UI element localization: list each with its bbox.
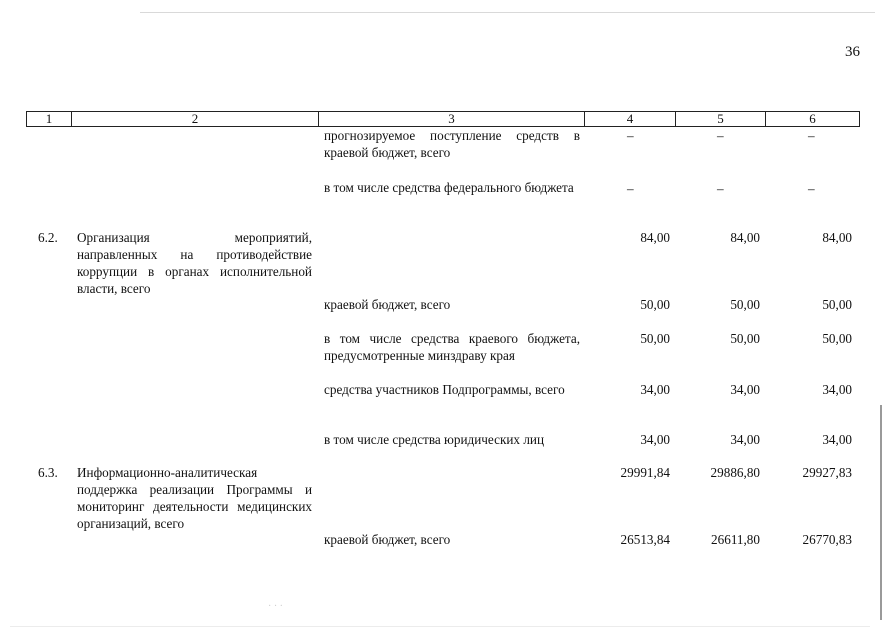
- table-cell-value: 29886,80: [710, 465, 760, 480]
- table-cell-value: –: [808, 128, 815, 143]
- page-number: 36: [845, 44, 860, 60]
- table-cell-description: в том числе средства юридических лиц: [324, 432, 545, 447]
- table-cell-value: 26513,84: [620, 532, 670, 547]
- table-cell-id: 6.3.: [38, 465, 58, 480]
- table-cell-value: 29991,84: [620, 465, 670, 480]
- scan-artifact-edge: [880, 405, 882, 620]
- header-col-6: 6: [809, 111, 816, 126]
- table-cell-value: 50,00: [822, 331, 852, 346]
- header-col-1: 1: [27, 112, 72, 126]
- header-col-5: 5: [676, 112, 766, 126]
- table-cell-description: средства участников Подпрограммы, всего: [324, 382, 565, 397]
- table-cell-value: 50,00: [730, 297, 760, 312]
- header-col-4: 4: [585, 112, 676, 126]
- table-cell-id: 6.2.: [38, 230, 58, 245]
- table-cell-value: 34,00: [822, 382, 852, 397]
- table-cell-value: 26770,83: [802, 532, 852, 547]
- table-cell-value: 84,00: [640, 230, 670, 245]
- table-cell-value: 84,00: [822, 230, 852, 245]
- table-cell-value: –: [808, 181, 815, 196]
- table-cell-value: –: [627, 181, 634, 196]
- table-cell-name: Информационно-аналитическая поддержка реализации Программы и мониторинг деятельности медицинских организаций, всего: [77, 465, 312, 531]
- table-cell-value: –: [627, 128, 634, 143]
- table-cell-value: 34,00: [822, 432, 852, 447]
- table-cell-value: 50,00: [640, 297, 670, 312]
- table-cell-value: 26611,80: [711, 532, 760, 547]
- table-cell-value: 34,00: [640, 382, 670, 397]
- scan-artifact-speck: · · ·: [268, 601, 283, 612]
- scan-artifact-line: [140, 12, 875, 13]
- table-cell-name: Организация мероприятий, направленных на противодействие коррупции в органах исполнительной власти, всего: [77, 230, 312, 296]
- table-cell-value: 34,00: [640, 432, 670, 447]
- scan-artifact-line: [10, 626, 870, 627]
- table-cell-value: 50,00: [640, 331, 670, 346]
- table-header: [26, 111, 860, 127]
- table-cell-description: в том числе средства краевого бюджета, предусмотренные минздраву края: [324, 331, 580, 363]
- table-cell-value: 29927,83: [802, 465, 852, 480]
- table-cell-value: –: [717, 181, 724, 196]
- header-col-3: 3: [319, 112, 585, 126]
- table-cell-value: 34,00: [730, 432, 760, 447]
- header-col-2: 2: [72, 112, 319, 126]
- table-cell-description: краевой бюджет, всего: [324, 532, 451, 547]
- table-cell-description: краевой бюджет, всего: [324, 297, 451, 312]
- table-cell-value: –: [717, 128, 724, 143]
- table-cell-value: 34,00: [730, 382, 760, 397]
- table-cell-value: 50,00: [730, 331, 760, 346]
- table-cell-value: 84,00: [730, 230, 760, 245]
- table-cell-description: прогнозируемое поступление средств в краевой бюджет, всего: [324, 128, 580, 160]
- table-cell-value: 50,00: [822, 297, 852, 312]
- table-cell-description: в том числе средства федерального бюджета: [324, 180, 574, 195]
